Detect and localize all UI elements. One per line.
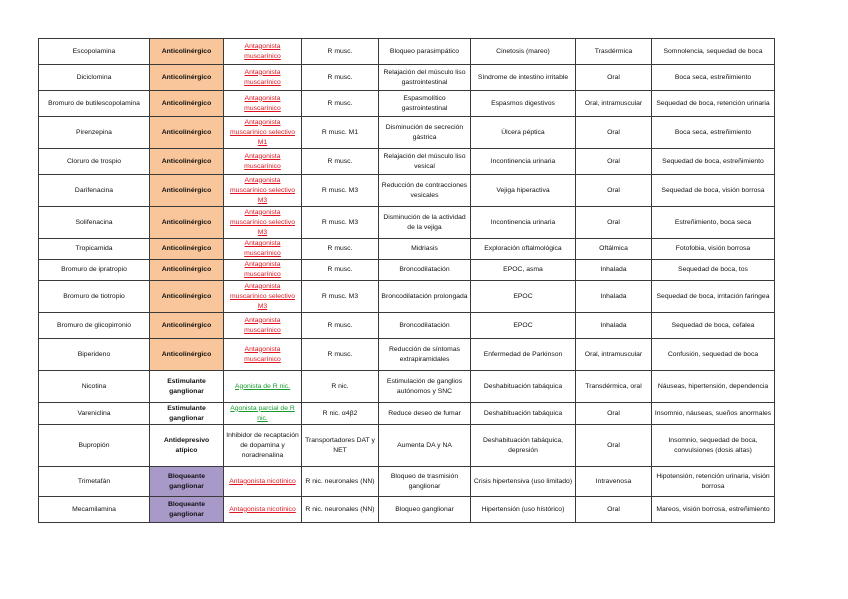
effect-cell: Estimulación de ganglios autónomos y SNC bbox=[379, 371, 471, 403]
route-cell: Oral bbox=[576, 497, 652, 523]
adverse-effects-cell: Sequedad de boca, visión borrosa bbox=[652, 175, 775, 207]
clinical-use-cell: Enfermedad de Parkinson bbox=[471, 339, 576, 371]
route-cell: Oral bbox=[576, 403, 652, 425]
target-cell: R musc. bbox=[302, 91, 379, 117]
effect-cell: Broncodilatación bbox=[379, 260, 471, 281]
adverse-effects-cell: Náuseas, hipertensión, dependencia bbox=[652, 371, 775, 403]
drug-name-cell: Diciclomina bbox=[39, 65, 150, 91]
table-row bbox=[39, 467, 775, 497]
route-cell: Oftálmica bbox=[576, 239, 652, 260]
target-cell: R nic. bbox=[302, 371, 379, 403]
mechanism-cell: Agonista parcial de R nic. bbox=[224, 403, 302, 425]
adverse-effects-cell: Somnolencia, sequedad de boca bbox=[652, 39, 775, 65]
clinical-use-cell: EPOC bbox=[471, 313, 576, 339]
drug-class-cell: Anticolinérgico bbox=[150, 207, 224, 239]
clinical-use-cell: Incontinencia urinaria bbox=[471, 149, 576, 175]
drug-class-cell: Antidepresivo atípico bbox=[150, 425, 224, 467]
drug-name-cell: Bromuro de glicopirronio bbox=[39, 313, 150, 339]
effect-cell: Bloqueo parasimpático bbox=[379, 39, 471, 65]
table-row bbox=[39, 281, 775, 313]
drug-class-cell: Bloqueante ganglionar bbox=[150, 497, 224, 523]
adverse-effects-cell: Sequedad de boca, cefalea bbox=[652, 313, 775, 339]
target-cell: R musc. M1 bbox=[302, 117, 379, 149]
adverse-effects-cell: Sequedad de boca, irritación faringea bbox=[652, 281, 775, 313]
clinical-use-cell: Deshabituación tabáquica bbox=[471, 403, 576, 425]
target-cell: R musc. bbox=[302, 260, 379, 281]
mechanism-cell: Inhibidor de recaptación de dopamina y noradrenalina bbox=[224, 425, 302, 467]
route-cell: Inhalada bbox=[576, 313, 652, 339]
effect-cell: Reducción de contracciones vesicales bbox=[379, 175, 471, 207]
route-cell: Oral, intramuscular bbox=[576, 339, 652, 371]
mechanism-cell: Antagonista muscarínico bbox=[224, 313, 302, 339]
table-row bbox=[39, 260, 775, 281]
table-row bbox=[39, 371, 775, 403]
target-cell: R musc. bbox=[302, 339, 379, 371]
route-cell: Trasdérmica bbox=[576, 39, 652, 65]
mechanism-cell: Antagonista muscarínico selectivo M3 bbox=[224, 207, 302, 239]
route-cell: Oral bbox=[576, 175, 652, 207]
adverse-effects-cell: Boca seca, estreñimiento bbox=[652, 65, 775, 91]
effect-cell: Broncodilatación bbox=[379, 313, 471, 339]
mechanism-cell: Antagonista muscarínico bbox=[224, 65, 302, 91]
target-cell: R musc. M3 bbox=[302, 281, 379, 313]
table-row bbox=[39, 117, 775, 149]
clinical-use-cell: Crisis hipertensiva (uso limitado) bbox=[471, 467, 576, 497]
mechanism-cell: Antagonista muscarínico bbox=[224, 339, 302, 371]
target-cell: R musc. bbox=[302, 39, 379, 65]
adverse-effects-cell: Sequedad de boca, retención urinaria bbox=[652, 91, 775, 117]
adverse-effects-cell: Confusión, sequedad de boca bbox=[652, 339, 775, 371]
clinical-use-cell: Vejiga hiperactiva bbox=[471, 175, 576, 207]
target-cell: R musc. bbox=[302, 149, 379, 175]
route-cell: Oral, intramuscular bbox=[576, 91, 652, 117]
drug-class-cell: Anticolinérgico bbox=[150, 339, 224, 371]
drug-name-cell: Bupropión bbox=[39, 425, 150, 467]
effect-cell: Disminución de la actividad de la vejiga bbox=[379, 207, 471, 239]
drug-class-cell: Anticolinérgico bbox=[150, 175, 224, 207]
target-cell: Transportadores DAT y NET bbox=[302, 425, 379, 467]
table-row bbox=[39, 65, 775, 91]
route-cell: Intravenosa bbox=[576, 467, 652, 497]
drug-name-cell: Biperideno bbox=[39, 339, 150, 371]
drug-name-cell: Bromuro de tiotropio bbox=[39, 281, 150, 313]
clinical-use-cell: Incontinencia urinaria bbox=[471, 207, 576, 239]
drug-name-cell: Cloruro de trospio bbox=[39, 149, 150, 175]
route-cell: Oral bbox=[576, 117, 652, 149]
table-row bbox=[39, 39, 775, 65]
table-row bbox=[39, 207, 775, 239]
drug-name-cell: Escopolamina bbox=[39, 39, 150, 65]
adverse-effects-cell: Hipotensión, retención urinaria, visión borrosa bbox=[652, 467, 775, 497]
target-cell: R musc. bbox=[302, 65, 379, 91]
table-row bbox=[39, 339, 775, 371]
mechanism-cell: Antagonista muscarínico selectivo M3 bbox=[224, 281, 302, 313]
clinical-use-cell: Cinetosis (mareo) bbox=[471, 39, 576, 65]
adverse-effects-cell: Sequedad de boca, estreñimiento bbox=[652, 149, 775, 175]
target-cell: R musc. M3 bbox=[302, 175, 379, 207]
route-cell: Oral bbox=[576, 425, 652, 467]
drug-name-cell: Bromuro de ipratropio bbox=[39, 260, 150, 281]
adverse-effects-cell: Insomnio, sequedad de boca, convulsiones (dosis altas) bbox=[652, 425, 775, 467]
drug-name-cell: Tropicamida bbox=[39, 239, 150, 260]
adverse-effects-cell: Boca seca, estreñimiento bbox=[652, 117, 775, 149]
mechanism-cell: Antagonista muscarínico selectivo M3 bbox=[224, 175, 302, 207]
adverse-effects-cell: Mareos, visión borrosa, estreñimiento bbox=[652, 497, 775, 523]
table-row bbox=[39, 497, 775, 523]
drug-table bbox=[38, 38, 775, 523]
mechanism-cell: Antagonista muscarínico bbox=[224, 91, 302, 117]
table-row bbox=[39, 313, 775, 339]
route-cell: Oral bbox=[576, 65, 652, 91]
target-cell: R nic. neuronales (NN) bbox=[302, 467, 379, 497]
route-cell: Inhalada bbox=[576, 260, 652, 281]
clinical-use-cell: Espasmos digestivos bbox=[471, 91, 576, 117]
drug-class-cell: Anticolinérgico bbox=[150, 239, 224, 260]
drug-class-cell: Anticolinérgico bbox=[150, 91, 224, 117]
effect-cell: Disminución de secreción gástrica bbox=[379, 117, 471, 149]
mechanism-cell: Antagonista nicotínico bbox=[224, 467, 302, 497]
drug-class-cell: Anticolinérgico bbox=[150, 281, 224, 313]
clinical-use-cell: Exploración oftalmológica bbox=[471, 239, 576, 260]
route-cell: Inhalada bbox=[576, 281, 652, 313]
mechanism-cell: Agonista de R nic. bbox=[224, 371, 302, 403]
clinical-use-cell: Hipertensión (uso histórico) bbox=[471, 497, 576, 523]
mechanism-cell: Antagonista muscarínico selectivo M1 bbox=[224, 117, 302, 149]
effect-cell: Bloqueo de trasmisión ganglionar bbox=[379, 467, 471, 497]
route-cell: Transdérmica, oral bbox=[576, 371, 652, 403]
drug-name-cell: Pirenzepina bbox=[39, 117, 150, 149]
drug-class-cell: Anticolinérgico bbox=[150, 313, 224, 339]
mechanism-cell: Antagonista nicotínico bbox=[224, 497, 302, 523]
adverse-effects-cell: Sequedad de boca, tos bbox=[652, 260, 775, 281]
clinical-use-cell: Deshabituación tabáquica bbox=[471, 371, 576, 403]
effect-cell: Broncodilatación prolongada bbox=[379, 281, 471, 313]
effect-cell: Relajación del músculo liso vesical bbox=[379, 149, 471, 175]
drug-name-cell: Nicotina bbox=[39, 371, 150, 403]
target-cell: R musc. bbox=[302, 239, 379, 260]
drug-class-cell: Anticolinérgico bbox=[150, 39, 224, 65]
drug-class-cell: Anticolinérgico bbox=[150, 117, 224, 149]
route-cell: Oral bbox=[576, 207, 652, 239]
clinical-use-cell: Úlcera péptica bbox=[471, 117, 576, 149]
drug-class-cell: Anticolinérgico bbox=[150, 260, 224, 281]
effect-cell: Espasmolítico gastrointestinal bbox=[379, 91, 471, 117]
table-row bbox=[39, 149, 775, 175]
drug-name-cell: Vareniclina bbox=[39, 403, 150, 425]
drug-name-cell: Solifenacina bbox=[39, 207, 150, 239]
effect-cell: Bloqueo ganglionar bbox=[379, 497, 471, 523]
table-row bbox=[39, 425, 775, 467]
target-cell: R nic. α4β2 bbox=[302, 403, 379, 425]
table-row bbox=[39, 239, 775, 260]
drug-name-cell: Bromuro de butilescopolamina bbox=[39, 91, 150, 117]
clinical-use-cell: EPOC, asma bbox=[471, 260, 576, 281]
clinical-use-cell: Síndrome de intestino irritable bbox=[471, 65, 576, 91]
table-row bbox=[39, 175, 775, 207]
effect-cell: Midriasis bbox=[379, 239, 471, 260]
target-cell: R musc. bbox=[302, 313, 379, 339]
drug-class-cell: Anticolinérgico bbox=[150, 65, 224, 91]
effect-cell: Reducción de síntomas extrapiramidales bbox=[379, 339, 471, 371]
target-cell: R musc. M3 bbox=[302, 207, 379, 239]
drug-name-cell: Trimetafán bbox=[39, 467, 150, 497]
drug-class-cell: Anticolinérgico bbox=[150, 149, 224, 175]
effect-cell: Relajación del músculo liso gastrointestinal bbox=[379, 65, 471, 91]
target-cell: R nic. neuronales (NN) bbox=[302, 497, 379, 523]
mechanism-cell: Antagonista muscarínico bbox=[224, 260, 302, 281]
route-cell: Oral bbox=[576, 149, 652, 175]
drug-name-cell: Mecamilamina bbox=[39, 497, 150, 523]
adverse-effects-cell: Insomnio, náuseas, sueños anormales bbox=[652, 403, 775, 425]
effect-cell: Reduce deseo de fumar bbox=[379, 403, 471, 425]
drug-name-cell: Darifenacina bbox=[39, 175, 150, 207]
table-row bbox=[39, 403, 775, 425]
mechanism-cell: Antagonista muscarínico bbox=[224, 149, 302, 175]
drug-class-cell: Estimulante ganglionar bbox=[150, 371, 224, 403]
effect-cell: Aumenta DA y NA bbox=[379, 425, 471, 467]
drug-class-cell: Estimulante ganglionar bbox=[150, 403, 224, 425]
mechanism-cell: Antagonista muscarínico bbox=[224, 239, 302, 260]
table-row bbox=[39, 91, 775, 117]
drug-class-cell: Bloqueante ganglionar bbox=[150, 467, 224, 497]
adverse-effects-cell: Fotofobia, visión borrosa bbox=[652, 239, 775, 260]
mechanism-cell: Antagonista muscarínico bbox=[224, 39, 302, 65]
clinical-use-cell: Deshabituación tabáquica, depresión bbox=[471, 425, 576, 467]
clinical-use-cell: EPOC bbox=[471, 281, 576, 313]
adverse-effects-cell: Estreñimiento, boca seca bbox=[652, 207, 775, 239]
